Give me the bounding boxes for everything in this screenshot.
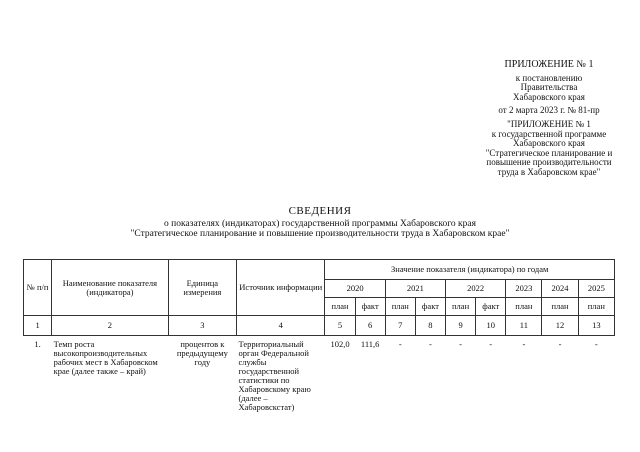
header-year: 2025 [578,280,614,298]
header-year: 2020 [325,280,385,298]
document-title-block [40,206,600,240]
header-sub: план [542,298,578,316]
row-value: - [398,339,402,349]
header-source: Источник информации [237,260,325,316]
appendix-quote-line: повышение производительности [486,157,612,168]
header-sub: план [446,298,476,316]
header-sub: факт [476,298,506,316]
appendix-line: от 2 марта 2023 г. № 81-пр [498,105,600,116]
header-sub: план [506,298,542,316]
header-num: № п/п [24,260,52,316]
document-title: СВЕДЕНИЯ [288,205,352,217]
appendix-line: Хабаровского края [513,91,585,102]
column-number: 8 [415,316,445,336]
header-sub: план [578,298,614,316]
document-subtitle-line2: "Стратегическое планирование и повышение производительности труда в Хабаровском крае" [130,229,510,239]
header-name: Наименование показателя (индикатора) [52,260,169,316]
row-value: - [429,339,432,349]
appendix-block [470,60,628,178]
column-number: 4 [237,316,325,336]
table-row [24,336,615,414]
column-number: 5 [325,316,355,336]
appendix-quote-line: труда в Хабаровском крае" [497,166,601,177]
row-value: - [459,339,462,349]
column-number: 9 [446,316,476,336]
indicators-table [23,259,615,413]
header-sub: факт [415,298,445,316]
appendix-quote-line: к государственной программе [491,128,607,139]
appendix-quote-line: Хабаровского края [513,138,585,149]
appendix-line: к постановлению [515,72,583,83]
column-number: 10 [476,316,506,336]
appendix-header: ПРИЛОЖЕНИЕ № 1 [504,59,594,70]
column-number: 6 [355,316,385,336]
row-value: - [594,339,598,349]
header-unit: Единица измерения [168,260,236,316]
column-number: 7 [385,316,415,336]
column-number: 12 [542,316,578,336]
row-value: - [522,339,526,349]
row-value: - [558,339,562,349]
column-number: 3 [168,316,236,336]
header-year: 2023 [506,280,542,298]
header-year: 2021 [385,280,445,298]
appendix-quote-line: "ПРИЛОЖЕНИЕ № 1 [507,118,591,129]
row-indicator-name: Темп роста высокопроизводительных рабочих мест в Хабаровском крае (далее также – край) [53,339,158,376]
header-values: Значение показателя (индикатора) по годам [325,260,615,280]
row-value: 102,0 [330,339,350,349]
header-sub: факт [355,298,385,316]
row-value: - [489,339,493,349]
column-number: 13 [578,316,614,336]
header-year: 2022 [446,280,506,298]
column-number: 11 [506,316,542,336]
header-sub: план [385,298,415,316]
appendix-quote-line: "Стратегическое планирование и [485,147,613,158]
column-number: 2 [52,316,169,336]
row-num: 1. [34,339,41,349]
row-value: 111,6 [360,339,380,349]
row-source: Территориальный орган Федеральной службы государственной статистики по Хабаровскому краю (далее – Хабаровскстат) [238,339,311,412]
header-year: 2024 [542,280,578,298]
document-subtitle-line1: о показателях (индикаторах) государственной программы Хабаровского края [164,218,476,229]
header-sub: план [325,298,355,316]
appendix-line: Правительства [520,82,578,93]
row-unit: процентов к предыдущему году [176,339,228,367]
column-number: 1 [24,316,52,336]
